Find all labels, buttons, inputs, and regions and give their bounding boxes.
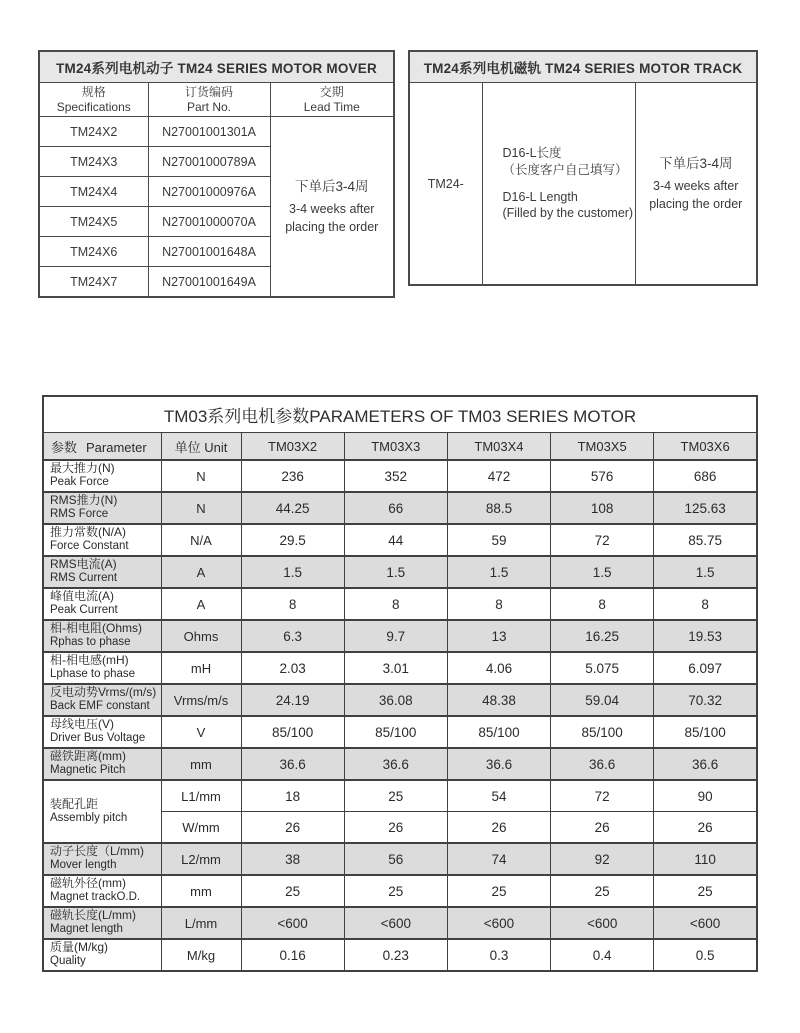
table-row — [43, 492, 757, 524]
value-cell: 72 — [551, 780, 654, 812]
value-cell: 236 — [241, 460, 344, 492]
value-cell: <600 — [344, 907, 447, 939]
value-cell: 26 — [447, 812, 550, 844]
value-cell: 0.16 — [241, 939, 344, 971]
value-cell: 88.5 — [447, 492, 550, 524]
param-cell-assembly-pitch — [43, 780, 161, 843]
value-cell: 8 — [344, 588, 447, 620]
value-cell: 54 — [447, 780, 550, 812]
value-cell: <600 — [551, 907, 654, 939]
value-cell: 56 — [344, 843, 447, 875]
param-en: Peak Force — [50, 476, 109, 489]
length-zh: D16-L长度 — [502, 145, 562, 160]
param-cell — [43, 748, 161, 780]
value-cell: 29.5 — [241, 524, 344, 556]
col-label-en: Lead Time — [303, 99, 360, 114]
value-cell: 13 — [447, 620, 550, 652]
value-cell: 25 — [654, 875, 757, 907]
value-cell: 2.03 — [241, 652, 344, 684]
unit-cell: L2/mm — [161, 843, 241, 875]
param-en: RMS Force — [50, 508, 109, 521]
mover-col-lead-time — [270, 83, 394, 117]
value-cell: 48.38 — [447, 684, 550, 716]
col-label-zh: 规格 — [81, 84, 106, 99]
value-cell: 5.075 — [551, 652, 654, 684]
unit-cell: L1/mm — [161, 780, 241, 812]
value-cell: 36.6 — [654, 748, 757, 780]
param-zh: 相-相电感(mH) — [50, 653, 129, 668]
lead-time-zh: 下单后3-4周 — [658, 155, 733, 171]
param-en: Back EMF constant — [50, 700, 150, 713]
table-row — [43, 620, 757, 652]
value-cell: 0.3 — [447, 939, 550, 971]
param-zh: 装配孔距 — [50, 796, 99, 811]
value-cell: 8 — [447, 588, 550, 620]
param-en: Mover length — [50, 859, 117, 872]
part-no-cell: N27001000070A — [148, 207, 270, 237]
param-cell — [43, 875, 161, 907]
param-zh: 峰值电流(A) — [50, 589, 114, 604]
params-table — [42, 395, 758, 972]
value-cell: 36.6 — [447, 748, 550, 780]
value-cell: 85/100 — [551, 716, 654, 748]
value-cell: 24.19 — [241, 684, 344, 716]
length-zh-note: （长度客户自己填写） — [502, 162, 628, 177]
unit-cell: L/mm — [161, 907, 241, 939]
value-cell: 8 — [654, 588, 757, 620]
table-row — [43, 907, 757, 939]
value-cell: 85/100 — [654, 716, 757, 748]
part-no-cell: N27001001649A — [148, 267, 270, 298]
param-en: Rphas to phase — [50, 636, 131, 649]
value-cell: 25 — [551, 875, 654, 907]
value-cell: 0.5 — [654, 939, 757, 971]
value-cell: 85/100 — [344, 716, 447, 748]
value-cell: 686 — [654, 460, 757, 492]
param-cell — [43, 620, 161, 652]
spec-cell: TM24X4 — [39, 177, 148, 207]
value-cell: 59.04 — [551, 684, 654, 716]
unit-cell: mm — [161, 748, 241, 780]
spec-cell: TM24X3 — [39, 147, 148, 177]
param-cell — [43, 684, 161, 716]
value-cell: 38 — [241, 843, 344, 875]
unit-cell: Ohms — [161, 620, 241, 652]
value-cell: 26 — [551, 812, 654, 844]
table-row — [43, 684, 757, 716]
unit-cell: V — [161, 716, 241, 748]
table-row — [43, 588, 757, 620]
table-row — [43, 875, 757, 907]
value-cell: <600 — [447, 907, 550, 939]
header-model: TM03X4 — [447, 433, 550, 461]
unit-cell: A — [161, 588, 241, 620]
mover-col-specifications — [39, 83, 148, 117]
table-row — [43, 939, 757, 971]
col-label-zh: 交期 — [319, 84, 344, 99]
value-cell: 1.5 — [551, 556, 654, 588]
col-label-zh: 订货编码 — [184, 84, 233, 99]
param-en: Magnet trackO.D. — [50, 891, 141, 904]
param-en: Magnet length — [50, 923, 123, 936]
value-cell: 26 — [344, 812, 447, 844]
value-cell: 85.75 — [654, 524, 757, 556]
value-cell: 6.097 — [654, 652, 757, 684]
header-model: TM03X3 — [344, 433, 447, 461]
params-table-title: TM03系列电机参数PARAMETERS OF TM03 SERIES MOTOR — [43, 396, 757, 433]
unit-cell: N — [161, 460, 241, 492]
value-cell: 59 — [447, 524, 550, 556]
value-cell: 36.08 — [344, 684, 447, 716]
param-cell — [43, 524, 161, 556]
param-en: Quality — [50, 955, 86, 968]
col-label-en: Specifications — [56, 99, 131, 114]
header-model: TM03X5 — [551, 433, 654, 461]
spec-cell: TM24X5 — [39, 207, 148, 237]
lead-time-en: 3-4 weeks after placing the order — [285, 202, 379, 235]
unit-cell: N — [161, 492, 241, 524]
value-cell: 0.23 — [344, 939, 447, 971]
param-en: Peak Current — [50, 604, 118, 617]
value-cell: 25 — [344, 875, 447, 907]
value-cell: 0.4 — [551, 939, 654, 971]
header-model: TM03X6 — [654, 433, 757, 461]
table-row — [409, 83, 757, 286]
param-cell — [43, 652, 161, 684]
value-cell: 25 — [447, 875, 550, 907]
value-cell: 19.53 — [654, 620, 757, 652]
table-row — [43, 524, 757, 556]
part-no-cell: N27001001648A — [148, 237, 270, 267]
table-row — [43, 556, 757, 588]
param-en: Assembly pitch — [50, 811, 128, 824]
spec-cell: TM24X2 — [39, 117, 148, 147]
value-cell: 36.6 — [344, 748, 447, 780]
value-cell: 576 — [551, 460, 654, 492]
param-zh: RMS电流(A) — [50, 557, 117, 572]
col-label-en: Part No. — [186, 99, 231, 114]
param-en: Lphase to phase — [50, 668, 136, 681]
part-no-cell: N27001001301A — [148, 117, 270, 147]
value-cell: 9.7 — [344, 620, 447, 652]
value-cell: 36.6 — [241, 748, 344, 780]
param-zh: 动子长度（L/mm) — [50, 844, 144, 859]
spacer — [503, 179, 635, 189]
part-no-cell: N27001000789A — [148, 147, 270, 177]
unit-cell: A — [161, 556, 241, 588]
value-cell: 74 — [447, 843, 550, 875]
lead-time-zh: 下单后3-4周 — [294, 178, 369, 194]
table-row — [43, 748, 757, 780]
value-cell: 8 — [551, 588, 654, 620]
spec-cell: TM24X7 — [39, 267, 148, 298]
value-cell: 1.5 — [654, 556, 757, 588]
param-zh: 推力常数(N/A) — [50, 525, 126, 540]
value-cell: 26 — [241, 812, 344, 844]
length-en-note: (Filled by the customer) — [502, 206, 634, 221]
param-en: Driver Bus Voltage — [50, 732, 146, 745]
param-zh: 相-相电阻(Ohms) — [50, 621, 142, 636]
value-cell: 36.6 — [551, 748, 654, 780]
param-zh: 磁铁距离(mm) — [50, 749, 126, 764]
header-unit: 单位 Unit — [161, 433, 241, 461]
lead-time-en: 3-4 weeks after placing the order — [649, 179, 743, 212]
unit-cell: N/A — [161, 524, 241, 556]
value-cell: 72 — [551, 524, 654, 556]
lead-time-cell — [635, 83, 757, 286]
track-table-title: TM24系列电机磁轨 TM24 SERIES MOTOR TRACK — [409, 51, 757, 83]
value-cell: 66 — [344, 492, 447, 524]
value-cell: 85/100 — [241, 716, 344, 748]
header-parameter — [43, 433, 161, 461]
length-en: D16-L Length — [502, 189, 578, 204]
table-row — [43, 460, 757, 492]
param-cell — [43, 716, 161, 748]
value-cell: 25 — [241, 875, 344, 907]
param-cell — [43, 492, 161, 524]
value-cell: 108 — [551, 492, 654, 524]
param-cell — [43, 843, 161, 875]
value-cell: 25 — [344, 780, 447, 812]
value-cell: 472 — [447, 460, 550, 492]
table-row — [43, 652, 757, 684]
mover-table — [38, 50, 395, 298]
value-cell: 44.25 — [241, 492, 344, 524]
param-cell — [43, 556, 161, 588]
lead-time-cell — [270, 117, 394, 298]
table-row — [43, 843, 757, 875]
value-cell: 1.5 — [447, 556, 550, 588]
track-table — [408, 50, 758, 286]
value-cell: 1.5 — [344, 556, 447, 588]
track-length-cell — [482, 83, 635, 286]
value-cell: 85/100 — [447, 716, 550, 748]
param-en: Magnetic Pitch — [50, 764, 126, 777]
param-cell — [43, 907, 161, 939]
param-cell — [43, 460, 161, 492]
param-cell — [43, 939, 161, 971]
header-parameter-zh: 参数 — [51, 439, 78, 455]
value-cell: 3.01 — [344, 652, 447, 684]
value-cell: 70.32 — [654, 684, 757, 716]
unit-cell: mH — [161, 652, 241, 684]
value-cell: 92 — [551, 843, 654, 875]
value-cell: <600 — [654, 907, 757, 939]
param-en: Force Constant — [50, 540, 129, 553]
table-row — [39, 117, 394, 147]
table-row — [43, 716, 757, 748]
value-cell: 4.06 — [447, 652, 550, 684]
header-model: TM03X2 — [241, 433, 344, 461]
header-parameter-en: Parameter — [86, 439, 147, 455]
param-zh: 母线电压(V) — [50, 717, 114, 732]
mover-col-part-no — [148, 83, 270, 117]
unit-cell: mm — [161, 875, 241, 907]
spec-cell: TM24X6 — [39, 237, 148, 267]
value-cell: 1.5 — [241, 556, 344, 588]
part-no-cell: N27001000976A — [148, 177, 270, 207]
unit-cell: W/mm — [161, 812, 241, 844]
value-cell: 18 — [241, 780, 344, 812]
param-zh: 反电动势Vrms/(m/s) — [50, 685, 157, 700]
value-cell: 352 — [344, 460, 447, 492]
unit-cell: Vrms/m/s — [161, 684, 241, 716]
value-cell: 6.3 — [241, 620, 344, 652]
unit-cell: M/kg — [161, 939, 241, 971]
value-cell: 16.25 — [551, 620, 654, 652]
param-en: RMS Current — [50, 572, 118, 585]
param-zh: 磁轨外径(mm) — [50, 876, 126, 891]
value-cell: <600 — [241, 907, 344, 939]
param-zh: 质量(M/kg) — [50, 940, 108, 955]
value-cell: 90 — [654, 780, 757, 812]
value-cell: 125.63 — [654, 492, 757, 524]
param-zh: 磁轨长度(L/mm) — [50, 908, 136, 923]
value-cell: 44 — [344, 524, 447, 556]
param-zh: 最大推力(N) — [50, 461, 115, 476]
mover-table-title: TM24系列电机动子 TM24 SERIES MOTOR MOVER — [39, 51, 394, 83]
table-row — [43, 780, 757, 812]
track-model-cell: TM24- — [409, 83, 482, 286]
value-cell: 26 — [654, 812, 757, 844]
value-cell: 110 — [654, 843, 757, 875]
param-cell — [43, 588, 161, 620]
value-cell: 8 — [241, 588, 344, 620]
param-zh: RMS推力(N) — [50, 493, 118, 508]
